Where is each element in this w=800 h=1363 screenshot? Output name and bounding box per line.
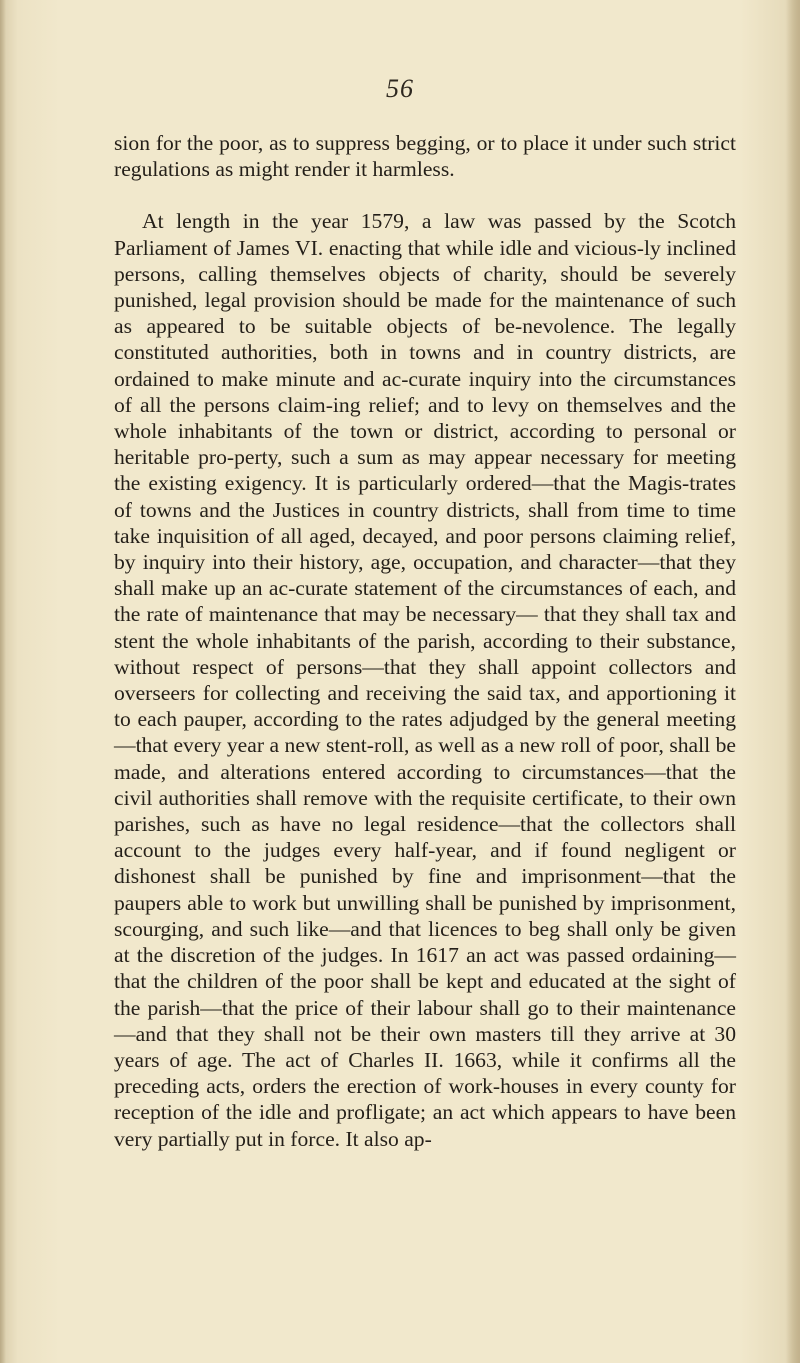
page-number: 56	[386, 74, 414, 103]
page-edge-shadow	[786, 0, 800, 1363]
paragraph-continuation: sion for the poor, as to suppress begging, or to place it under such strict regulations as might render it harmless.	[114, 131, 736, 182]
page-gutter-shadow	[0, 0, 6, 1363]
body-text	[114, 130, 736, 1152]
paragraph-scotch-law: At length in the year 1579, a law was passed by the Scotch Parliament of James VI. enacting that while idle and vicious-ly inclined persons, calling themselves objects of charity, should be severely punished, legal provision should be made for the maintenance of such as appeared to be suitable objects of be-nevolence. The legally constituted authorities, both in towns and in country districts, are ordained to make minute and ac-curate inquiry into the circumstances of all the persons claim-ing relief; and to levy on themselves and the whole inhabitants of the town or district, according to personal or heritable pro-perty, such a sum as may appear necessary for meeting the existing exigency. It is particularly ordered—that the Magis-trates of towns and the Justices in country districts, shall from time to time take inquisition of all aged, decayed, and poor persons claiming relief, by inquiry into their history, age, occupation, and character—that they shall make up an ac-curate statement of the circumstances of each, and the rate of maintenance that may be necessary— that they shall tax and stent the whole inhabitants of the parish, according to their substance, without respect of persons—that they shall appoint collectors and overseers for collecting and receiving the said tax, and apportioning it to each pauper, according to the rates adjudged by the general meeting—that every year a new stent-roll, as well as a new roll of poor, shall be made, and alterations entered according to circumstances—that the civil authorities shall remove with the requisite certificate, to their own parishes, such as have no legal residence—that the collectors shall account to the judges every half-year, and if found negligent or dishonest shall be punished by fine and imprisonment—that the paupers able to work but unwilling shall be punished by imprisonment, scourging, and such like—and that licences to beg shall only be given at the discretion of the judges. In 1617 an act was passed ordaining—that the children of the poor shall be kept and educated at the sight of the parish—that the price of their labour shall go to their maintenance—and that they shall not be their own masters till they arrive at 30 years of age. The act of Charles II. 1663, while it confirms all the preceding acts, orders the erection of work-houses in every county for reception of the idle and profligate; an act which appears to have been very partially put in force. It also ap-	[114, 209, 736, 1151]
